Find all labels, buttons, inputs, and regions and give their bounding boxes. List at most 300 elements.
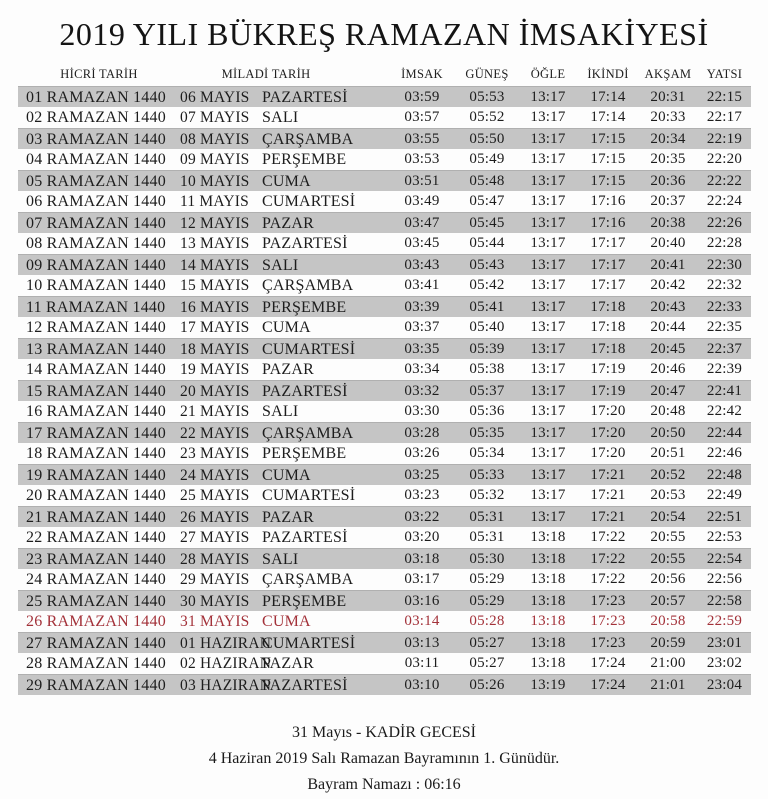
cell-hicri-tarih: 09 RAMAZAN 1440	[26, 257, 166, 274]
cell-ogle: 13:17	[530, 445, 566, 461]
cell-imsak: 03:30	[404, 403, 440, 419]
table-row	[18, 296, 751, 317]
cell-yatsi: 22:33	[706, 299, 743, 315]
col-header-aksam: AKŞAM	[644, 67, 692, 81]
cell-ogle: 13:18	[530, 571, 566, 587]
cell-gunes: 05:27	[469, 635, 505, 651]
cell-miladi-date: 13 MAYIS	[180, 235, 250, 252]
page-title: 2019 YILI BÜKREŞ RAMAZAN İMSAKİYESİ	[59, 16, 709, 52]
prayer-times-table	[18, 60, 751, 695]
cell-ikindi: 17:23	[590, 593, 626, 609]
cell-ikindi: 17:23	[590, 613, 626, 629]
cell-imsak: 03:25	[404, 467, 440, 483]
cell-gunes: 05:43	[469, 257, 505, 273]
cell-ogle: 13:17	[530, 89, 566, 105]
cell-yatsi: 22:54	[706, 551, 743, 567]
cell-day-name: CUMA	[262, 319, 311, 336]
cell-imsak: 03:53	[404, 151, 440, 167]
cell-gunes: 05:42	[469, 277, 505, 293]
cell-hicri-tarih: 28 RAMAZAN 1440	[26, 655, 166, 672]
cell-miladi-date: 21 MAYIS	[180, 403, 250, 420]
cell-gunes: 05:29	[469, 593, 505, 609]
table-row	[18, 317, 751, 338]
cell-hicri-tarih: 29 RAMAZAN 1440	[26, 677, 166, 694]
cell-imsak: 03:45	[404, 235, 440, 251]
cell-day-name: ÇARŞAMBA	[262, 277, 354, 294]
col-header-yatsi: YATSI	[706, 67, 743, 81]
cell-aksam: 21:00	[650, 655, 686, 671]
table-row	[18, 632, 751, 653]
table-row	[18, 275, 751, 296]
cell-ikindi: 17:19	[590, 383, 626, 399]
cell-miladi-date: 02 HAZIRAN	[180, 655, 272, 672]
cell-ogle: 13:17	[530, 257, 566, 273]
cell-miladi-date: 19 MAYIS	[180, 361, 250, 378]
cell-day-name: CUMARTESİ	[262, 487, 356, 504]
cell-aksam: 20:31	[650, 89, 686, 105]
cell-ikindi: 17:15	[590, 173, 626, 189]
cell-ikindi: 17:22	[590, 551, 626, 567]
cell-yatsi: 23:02	[706, 655, 743, 671]
cell-hicri-tarih: 18 RAMAZAN 1440	[26, 445, 166, 462]
cell-aksam: 20:55	[650, 551, 686, 567]
cell-gunes: 05:30	[469, 551, 505, 567]
cell-aksam: 20:50	[650, 425, 686, 441]
cell-ogle: 13:17	[530, 193, 566, 209]
cell-day-name: PAZARTESİ	[262, 89, 348, 106]
cell-yatsi: 22:59	[706, 613, 743, 629]
table-row	[18, 191, 751, 212]
cell-miladi-date: 24 MAYIS	[180, 467, 250, 484]
cell-miladi-date: 28 MAYIS	[180, 551, 250, 568]
cell-ikindi: 17:24	[590, 677, 626, 693]
cell-ogle: 13:18	[530, 551, 566, 567]
cell-miladi-date: 01 HAZIRAN	[180, 635, 272, 652]
cell-ikindi: 17:19	[590, 361, 626, 377]
table-row	[18, 506, 751, 527]
cell-miladi-date: 14 MAYIS	[180, 257, 250, 274]
cell-imsak: 03:39	[404, 299, 440, 315]
cell-miladi-date: 22 MAYIS	[180, 425, 250, 442]
table-row	[18, 464, 751, 485]
cell-gunes: 05:33	[469, 467, 505, 483]
cell-gunes: 05:40	[469, 319, 505, 335]
cell-imsak: 03:26	[404, 445, 440, 461]
table-row	[18, 212, 751, 233]
cell-miladi-date: 31 MAYIS	[180, 613, 250, 630]
cell-imsak: 03:41	[404, 277, 440, 293]
cell-hicri-tarih: 15 RAMAZAN 1440	[26, 383, 166, 400]
cell-imsak: 03:59	[404, 89, 440, 105]
cell-gunes: 05:53	[469, 89, 505, 105]
cell-gunes: 05:47	[469, 193, 505, 209]
cell-yatsi: 22:58	[706, 593, 743, 609]
cell-yatsi: 22:15	[706, 89, 743, 105]
cell-hicri-tarih: 23 RAMAZAN 1440	[26, 551, 166, 568]
cell-ogle: 13:17	[530, 403, 566, 419]
cell-aksam: 20:36	[650, 173, 686, 189]
cell-imsak: 03:14	[404, 613, 440, 629]
cell-imsak: 03:34	[404, 361, 440, 377]
cell-yatsi: 22:35	[706, 319, 743, 335]
table-row	[18, 653, 751, 674]
cell-yatsi: 22:41	[706, 383, 743, 399]
cell-day-name: SALI	[262, 109, 299, 126]
cell-yatsi: 22:24	[706, 193, 743, 209]
cell-aksam: 20:41	[650, 257, 686, 273]
cell-ogle: 13:17	[530, 151, 566, 167]
cell-ogle: 13:17	[530, 215, 566, 231]
cell-aksam: 20:48	[650, 403, 686, 419]
cell-day-name: PAZARTESİ	[262, 383, 348, 400]
cell-ogle: 13:17	[530, 131, 566, 147]
cell-miladi-date: 03 HAZIRAN	[180, 677, 272, 694]
cell-miladi-date: 11 MAYIS	[180, 193, 249, 210]
cell-miladi-date: 06 MAYIS	[180, 89, 250, 106]
cell-ogle: 13:17	[530, 299, 566, 315]
cell-ikindi: 17:18	[590, 299, 626, 315]
cell-gunes: 05:36	[469, 403, 505, 419]
cell-ogle: 13:17	[530, 277, 566, 293]
cell-miladi-date: 12 MAYIS	[180, 215, 250, 232]
cell-hicri-tarih: 26 RAMAZAN 1440	[26, 613, 166, 630]
cell-ikindi: 17:16	[590, 215, 626, 231]
cell-ikindi: 17:16	[590, 193, 626, 209]
col-header-ogle: ÖĞLE	[530, 67, 566, 81]
bayram-namazi-note: Bayram Namazı : 06:16	[307, 776, 461, 793]
cell-ikindi: 17:20	[590, 425, 626, 441]
cell-ikindi: 17:22	[590, 529, 626, 545]
col-header-imsak: İMSAK	[401, 67, 443, 81]
cell-day-name: ÇARŞAMBA	[262, 131, 354, 148]
table-row	[18, 149, 751, 170]
cell-hicri-tarih: 11 RAMAZAN 1440	[26, 299, 166, 316]
cell-hicri-tarih: 16 RAMAZAN 1440	[26, 403, 166, 420]
cell-imsak: 03:13	[404, 635, 440, 651]
cell-miladi-date: 26 MAYIS	[180, 509, 250, 526]
cell-gunes: 05:41	[469, 299, 505, 315]
cell-hicri-tarih: 25 RAMAZAN 1440	[26, 593, 166, 610]
cell-aksam: 20:37	[650, 193, 686, 209]
cell-day-name: PERŞEMBE	[262, 445, 347, 462]
cell-miladi-date: 17 MAYIS	[180, 319, 250, 336]
cell-gunes: 05:26	[469, 677, 505, 693]
cell-ogle: 13:18	[530, 655, 566, 671]
cell-ogle: 13:17	[530, 383, 566, 399]
cell-day-name: PAZARTESİ	[262, 235, 348, 252]
cell-day-name: ÇARŞAMBA	[262, 571, 354, 588]
table-row	[18, 590, 751, 611]
cell-ogle: 13:17	[530, 109, 566, 125]
cell-gunes: 05:52	[469, 109, 505, 125]
cell-gunes: 05:34	[469, 445, 505, 461]
cell-yatsi: 22:28	[706, 235, 743, 251]
cell-aksam: 20:38	[650, 215, 686, 231]
cell-miladi-date: 15 MAYIS	[180, 277, 250, 294]
cell-imsak: 03:10	[404, 677, 440, 693]
table-row	[18, 443, 751, 464]
cell-yatsi: 22:42	[706, 403, 743, 419]
table-row	[18, 485, 751, 506]
table-row	[18, 338, 751, 359]
cell-ogle: 13:17	[530, 467, 566, 483]
cell-yatsi: 22:39	[706, 361, 743, 377]
cell-gunes: 05:32	[469, 487, 505, 503]
cell-gunes: 05:37	[469, 383, 505, 399]
cell-ogle: 13:17	[530, 361, 566, 377]
cell-ikindi: 17:15	[590, 131, 626, 147]
cell-ikindi: 17:14	[590, 109, 626, 125]
cell-gunes: 05:50	[469, 131, 505, 147]
cell-hicri-tarih: 08 RAMAZAN 1440	[26, 235, 166, 252]
cell-imsak: 03:37	[404, 319, 440, 335]
cell-gunes: 05:44	[469, 235, 505, 251]
cell-yatsi: 22:20	[706, 151, 743, 167]
cell-hicri-tarih: 12 RAMAZAN 1440	[26, 319, 166, 336]
cell-day-name: PAZARTESİ	[262, 529, 348, 546]
table-row	[18, 254, 751, 275]
cell-ikindi: 17:24	[590, 655, 626, 671]
cell-hicri-tarih: 20 RAMAZAN 1440	[26, 487, 166, 504]
cell-aksam: 20:57	[650, 593, 686, 609]
table-row	[18, 170, 751, 191]
cell-miladi-date: 29 MAYIS	[180, 571, 250, 588]
cell-gunes: 05:38	[469, 361, 505, 377]
cell-day-name: CUMARTESİ	[262, 635, 356, 652]
table-row	[18, 107, 751, 128]
cell-yatsi: 22:19	[706, 131, 743, 147]
cell-yatsi: 22:22	[706, 173, 743, 189]
cell-yatsi: 22:46	[706, 445, 743, 461]
cell-aksam: 20:45	[650, 341, 686, 357]
cell-ikindi: 17:21	[590, 487, 626, 503]
cell-ikindi: 17:18	[590, 341, 626, 357]
cell-ikindi: 17:23	[590, 635, 626, 651]
cell-yatsi: 22:48	[706, 467, 743, 483]
cell-day-name: PERŞEMBE	[262, 299, 347, 316]
cell-hicri-tarih: 05 RAMAZAN 1440	[26, 173, 166, 190]
cell-miladi-date: 07 MAYIS	[180, 109, 250, 126]
cell-ikindi: 17:21	[590, 509, 626, 525]
cell-imsak: 03:11	[404, 655, 440, 671]
cell-yatsi: 22:26	[706, 215, 743, 231]
cell-miladi-date: 27 MAYIS	[180, 529, 250, 546]
cell-ikindi: 17:15	[590, 151, 626, 167]
cell-hicri-tarih: 06 RAMAZAN 1440	[26, 193, 166, 210]
cell-miladi-date: 09 MAYIS	[180, 151, 250, 168]
cell-ogle: 13:17	[530, 319, 566, 335]
cell-gunes: 05:45	[469, 215, 505, 231]
table-header-row	[18, 60, 751, 86]
cell-imsak: 03:17	[404, 571, 440, 587]
cell-gunes: 05:48	[469, 173, 505, 189]
cell-ikindi: 17:22	[590, 571, 626, 587]
cell-ikindi: 17:17	[590, 257, 626, 273]
cell-aksam: 20:56	[650, 571, 686, 587]
cell-yatsi: 22:17	[706, 109, 743, 125]
cell-hicri-tarih: 03 RAMAZAN 1440	[26, 131, 166, 148]
footer-notes	[0, 720, 768, 798]
cell-day-name: SALI	[262, 403, 299, 420]
cell-ogle: 13:19	[530, 677, 566, 693]
cell-gunes: 05:31	[469, 509, 505, 525]
col-header-ikindi: İKİNDİ	[587, 67, 629, 81]
cell-hicri-tarih: 24 RAMAZAN 1440	[26, 571, 166, 588]
cell-hicri-tarih: 10 RAMAZAN 1440	[26, 277, 166, 294]
cell-ikindi: 17:18	[590, 319, 626, 335]
cell-ogle: 13:17	[530, 509, 566, 525]
cell-aksam: 20:44	[650, 319, 686, 335]
table-row	[18, 548, 751, 569]
table-row	[18, 674, 751, 695]
cell-gunes: 05:39	[469, 341, 505, 357]
cell-ikindi: 17:20	[590, 445, 626, 461]
cell-aksam: 20:42	[650, 277, 686, 293]
cell-hicri-tarih: 17 RAMAZAN 1440	[26, 425, 166, 442]
cell-day-name: PAZAR	[262, 509, 314, 526]
table-row	[18, 380, 751, 401]
cell-imsak: 03:16	[404, 593, 440, 609]
cell-gunes: 05:35	[469, 425, 505, 441]
cell-gunes: 05:28	[469, 613, 505, 629]
cell-day-name: PERŞEMBE	[262, 593, 347, 610]
cell-yatsi: 22:53	[706, 529, 743, 545]
cell-day-name: CUMA	[262, 173, 311, 190]
cell-yatsi: 22:44	[706, 425, 743, 441]
cell-ikindi: 17:21	[590, 467, 626, 483]
cell-hicri-tarih: 21 RAMAZAN 1440	[26, 509, 166, 526]
cell-miladi-date: 25 MAYIS	[180, 487, 250, 504]
cell-aksam: 20:58	[650, 613, 686, 629]
kadir-gecesi-note: 31 Mayıs - KADİR GECESİ	[292, 724, 476, 741]
cell-day-name: CUMARTESİ	[262, 193, 356, 210]
table-row	[18, 401, 751, 422]
cell-imsak: 03:23	[404, 487, 440, 503]
cell-imsak: 03:32	[404, 383, 440, 399]
cell-aksam: 20:40	[650, 235, 686, 251]
cell-hicri-tarih: 07 RAMAZAN 1440	[26, 215, 166, 232]
cell-ogle: 13:17	[530, 425, 566, 441]
cell-miladi-date: 30 MAYIS	[180, 593, 250, 610]
table-row	[18, 128, 751, 149]
cell-yatsi: 22:51	[706, 509, 743, 525]
cell-hicri-tarih: 14 RAMAZAN 1440	[26, 361, 166, 378]
cell-gunes: 05:31	[469, 529, 505, 545]
cell-gunes: 05:49	[469, 151, 505, 167]
table-row	[18, 233, 751, 254]
cell-hicri-tarih: 27 RAMAZAN 1440	[26, 635, 166, 652]
cell-miladi-date: 23 MAYIS	[180, 445, 250, 462]
cell-imsak: 03:49	[404, 193, 440, 209]
cell-aksam: 20:53	[650, 487, 686, 503]
cell-aksam: 20:33	[650, 109, 686, 125]
cell-aksam: 20:52	[650, 467, 686, 483]
col-header-miladi-tarih: MİLADİ TARİH	[221, 67, 311, 81]
cell-day-name: PAZAR	[262, 655, 314, 672]
cell-imsak: 03:43	[404, 257, 440, 273]
cell-ogle: 13:18	[530, 635, 566, 651]
cell-aksam: 20:55	[650, 529, 686, 545]
col-header-hicri-tarih: HİCRİ TARİH	[60, 67, 138, 81]
table-row	[18, 86, 751, 107]
cell-ikindi: 17:14	[590, 89, 626, 105]
cell-imsak: 03:55	[404, 131, 440, 147]
cell-yatsi: 22:32	[706, 277, 743, 293]
cell-aksam: 20:59	[650, 635, 686, 651]
cell-imsak: 03:57	[404, 109, 440, 125]
col-header-gunes: GÜNEŞ	[465, 67, 509, 81]
cell-yatsi: 22:56	[706, 571, 743, 587]
cell-miladi-date: 16 MAYIS	[180, 299, 250, 316]
cell-miladi-date: 10 MAYIS	[180, 173, 250, 190]
cell-yatsi: 22:37	[706, 341, 743, 357]
cell-imsak: 03:18	[404, 551, 440, 567]
cell-ogle: 13:17	[530, 487, 566, 503]
cell-imsak: 03:28	[404, 425, 440, 441]
cell-hicri-tarih: 13 RAMAZAN 1440	[26, 341, 166, 358]
cell-hicri-tarih: 01 RAMAZAN 1440	[26, 89, 166, 106]
cell-day-name: SALI	[262, 551, 299, 568]
cell-day-name: SALI	[262, 257, 299, 274]
bayram-day-note: 4 Haziran 2019 Salı Ramazan Bayramının 1. Günüdür.	[208, 750, 560, 767]
cell-aksam: 20:43	[650, 299, 686, 315]
cell-imsak: 03:51	[404, 173, 440, 189]
cell-ikindi: 17:17	[590, 277, 626, 293]
cell-yatsi: 23:04	[706, 677, 743, 693]
cell-hicri-tarih: 02 RAMAZAN 1440	[26, 109, 166, 126]
cell-day-name: CUMA	[262, 467, 311, 484]
cell-day-name: CUMA	[262, 613, 311, 630]
cell-day-name: CUMARTESİ	[262, 341, 356, 358]
cell-aksam: 20:35	[650, 151, 686, 167]
cell-ikindi: 17:20	[590, 403, 626, 419]
cell-ogle: 13:17	[530, 341, 566, 357]
cell-day-name: PERŞEMBE	[262, 151, 347, 168]
cell-day-name: ÇARŞAMBA	[262, 425, 354, 442]
cell-imsak: 03:35	[404, 341, 440, 357]
table-row	[18, 359, 751, 380]
cell-yatsi: 22:30	[706, 257, 743, 273]
cell-day-name: PAZAR	[262, 215, 314, 232]
cell-gunes: 05:27	[469, 655, 505, 671]
cell-imsak: 03:47	[404, 215, 440, 231]
cell-ogle: 13:18	[530, 613, 566, 629]
cell-miladi-date: 18 MAYIS	[180, 341, 250, 358]
cell-aksam: 20:51	[650, 445, 686, 461]
cell-yatsi: 23:01	[706, 635, 743, 651]
cell-imsak: 03:20	[404, 529, 440, 545]
cell-day-name: PAZARTESİ	[262, 677, 348, 694]
cell-aksam: 20:34	[650, 131, 686, 147]
cell-ogle: 13:17	[530, 235, 566, 251]
cell-ogle: 13:18	[530, 529, 566, 545]
cell-miladi-date: 20 MAYIS	[180, 383, 250, 400]
cell-hicri-tarih: 04 RAMAZAN 1440	[26, 151, 166, 168]
cell-imsak: 03:22	[404, 509, 440, 525]
cell-yatsi: 22:49	[706, 487, 743, 503]
cell-ogle: 13:18	[530, 593, 566, 609]
table-row	[18, 422, 751, 443]
cell-aksam: 21:01	[650, 677, 686, 693]
cell-aksam: 20:46	[650, 361, 686, 377]
cell-day-name: PAZAR	[262, 361, 314, 378]
cell-hicri-tarih: 22 RAMAZAN 1440	[26, 529, 166, 546]
table-row	[18, 569, 751, 590]
cell-gunes: 05:29	[469, 571, 505, 587]
cell-ogle: 13:17	[530, 173, 566, 189]
cell-aksam: 20:54	[650, 509, 686, 525]
table-row	[18, 527, 751, 548]
